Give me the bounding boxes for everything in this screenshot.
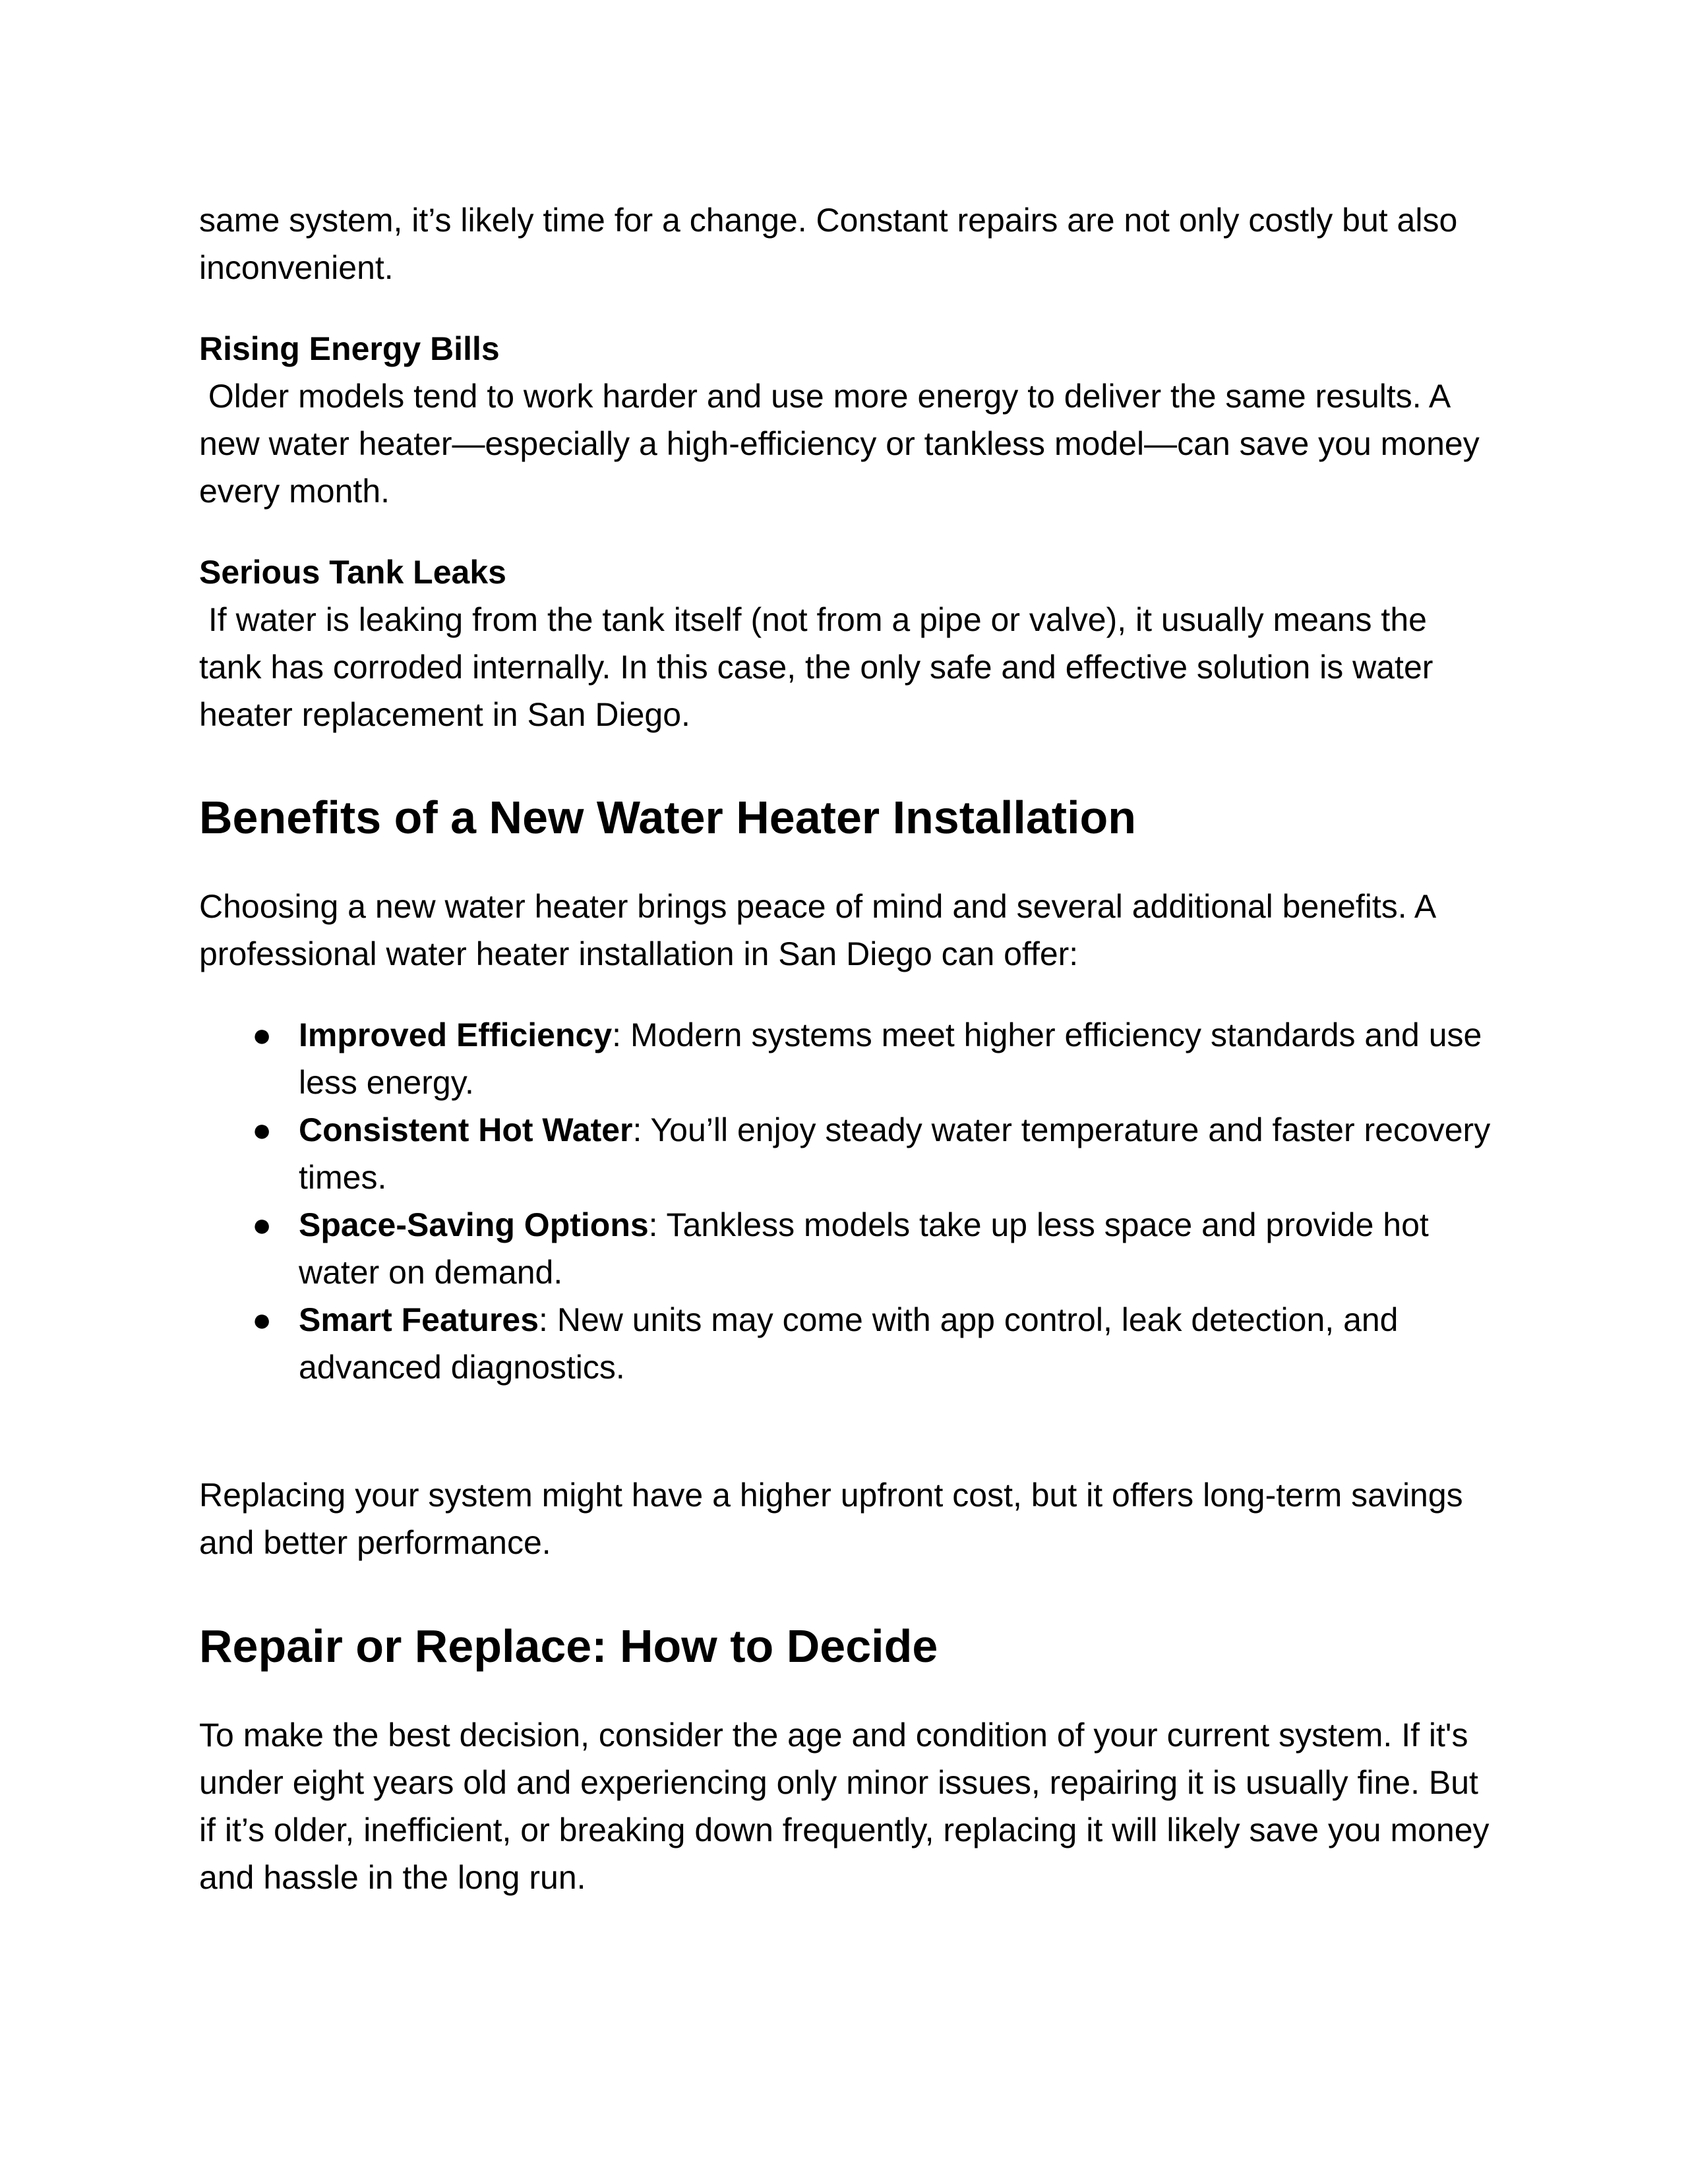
paragraph-repair-or-replace: To make the best decision, consider the age and condition of your current system. If it's under eight years old and experiencing only minor issues, repairing it is usually fine. But if it’s older, inefficient, or breaking down frequently, replacing it will likely save you money and hassle in the long run.: [199, 1717, 1490, 1896]
benefits-list: [199, 1011, 1492, 1391]
list-item: [199, 1201, 1492, 1296]
heading-benefits: Benefits of a New Water Heater Installation: [199, 792, 1137, 843]
bullet-icon: ●: [252, 1017, 272, 1053]
bullet-icon: ●: [252, 1301, 272, 1338]
item-label: Improved Efficiency: [299, 1017, 613, 1053]
item-text: : Tankless models take up less space and provide hot water on demand.: [299, 1206, 1429, 1291]
item-text: : New units may come with app control, leak detection, and advanced diagnostics.: [299, 1301, 1399, 1386]
heading-repair-or-replace: Repair or Replace: How to Decide: [199, 1620, 938, 1672]
item-label: Space-Saving Options: [299, 1206, 649, 1243]
subheading-rising-energy-bills: Rising Energy Bills: [199, 330, 500, 367]
paragraph-benefits-intro: Choosing a new water heater brings peace of mind and several additional benefits. A professional water heater installation in San Diego can offer:: [199, 888, 1435, 972]
list-item: [199, 1011, 1492, 1106]
paragraph-rising-energy-bills: Older models tend to work harder and use more energy to deliver the same results. A new water heater—especially a high-efficiency or tankless model—can save you money every month.: [199, 378, 1489, 510]
paragraph-benefits-closing: Replacing your system might have a higher upfront cost, but it offers long-term savings and better performance.: [199, 1477, 1463, 1561]
list-item: [199, 1296, 1492, 1391]
item-text: : You’ll enjoy steady water temperature and faster recovery times.: [299, 1111, 1491, 1196]
intro-continuation: same system, it’s likely time for a change. Constant repairs are not only costly but also inconvenient.: [199, 202, 1458, 286]
list-item: [199, 1106, 1492, 1201]
subheading-serious-tank-leaks: Serious Tank Leaks: [199, 554, 506, 591]
item-label: Smart Features: [299, 1301, 539, 1338]
bullet-icon: ●: [252, 1111, 272, 1148]
paragraph-serious-tank-leaks: If water is leaking from the tank itself (not from a pipe or valve), it usually means the tank has corroded internally. In this case, the only safe and effective solution is water heater replacement in San Diego.: [199, 601, 1443, 733]
item-label: Consistent Hot Water: [299, 1111, 633, 1148]
item-text: : Modern systems meet higher efficiency standards and use less energy.: [299, 1017, 1482, 1101]
bullet-icon: ●: [252, 1206, 272, 1243]
